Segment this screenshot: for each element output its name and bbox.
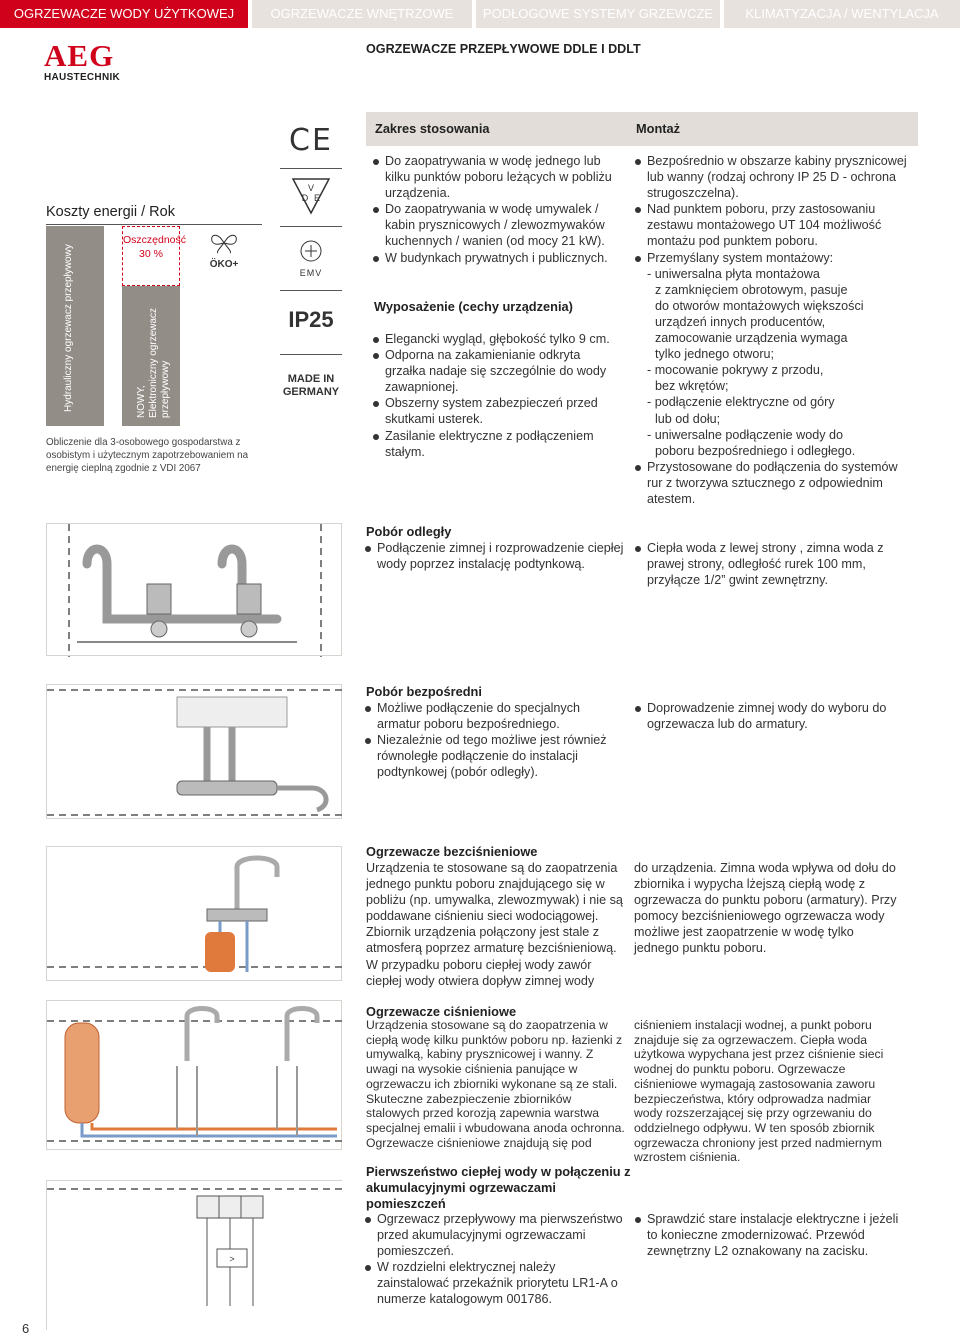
mount-sub-line: lub od dołu; [655, 411, 721, 426]
svg-text:E: E [313, 193, 321, 203]
svg-text:D: D [301, 193, 309, 203]
mount-system-title: Przemyślany system montażowy: [647, 250, 834, 265]
emv-label: EMV [299, 268, 323, 278]
remote-connection-illustration [46, 523, 342, 656]
remote-left-item: Podłączenie zimnej i rozprowadzenie ciepłej wody poprzez instalację podtynkową. [364, 540, 626, 572]
relay-drawing [47, 1181, 343, 1331]
priority-left-item: W rozdzielni elektrycznej należy zainstalować przekaźnik priorytetu LR1-A o numerze katalogowym 001786. [364, 1259, 628, 1307]
costs-note: Obliczenie dla 3-osobowego gospodarstwa z osobistym i użytecznym zapotrzebowaniem na energię cieplną zgodnie z VDI 2067 [46, 437, 249, 474]
scope-item: W budynkach prywatnych i publicznych. [372, 250, 622, 266]
saving-box [122, 226, 187, 286]
priority-right-item: Sprawdzić stare instalacje elektryczne i jeżeli to konieczne zmodernizować. Przewód zewnętrzny L2 oznakowany na zacisku. [634, 1211, 904, 1259]
vde-badge [280, 169, 342, 227]
cost-bar-electronic-name: Elektroniczny ogrzewacz przepływowy [148, 307, 171, 418]
pressurized-illustration [46, 1000, 342, 1150]
mount-sub-line: - uniwersalne podłączenie wody do [647, 427, 844, 442]
equip-item: Obszerny system zabezpieczeń przed skutkami usterek. [372, 395, 622, 427]
mount-item: Nad punktem poboru, przy zastosowaniu zestawu montażowego UT 104 możliwość montażu pod punktem poboru. [634, 201, 914, 249]
pressurized-drawing [47, 1001, 343, 1151]
direct-left-item: Możliwe podłączenie do specjalnych armatur poboru bezpośredniego. [364, 700, 626, 732]
scope-list [372, 153, 622, 266]
mount-sub-line: poboru bezpośredniego i odległego. [655, 443, 856, 458]
equip-item: Zasilanie elektryczne z podłączeniem stałym. [372, 428, 622, 460]
tab-hot-water[interactable]: OGRZEWACZE WODY UŻYTKOWEJ [0, 0, 248, 28]
equip-list [372, 331, 622, 460]
emv-badge [280, 227, 342, 291]
priority-right-list [634, 1211, 904, 1259]
pipe-fitting-drawing [47, 524, 343, 657]
mount-item: Bezpośrednio w obszarze kabiny prysznicowej lub wanny (rodzaj ochrony IP 25 D - ochrona strugoszczelna). [634, 153, 914, 201]
cost-bar-electronic-label [122, 286, 180, 426]
mount-sub-line: zamocowanie urządzenia wymaga [655, 331, 848, 346]
ip-badge [280, 291, 342, 355]
mount-sub-list [647, 266, 914, 459]
page-title: OGRZEWACZE PRZEPŁYWOWE DDLE I DDLT [366, 42, 641, 56]
direct-right-list [634, 700, 904, 732]
brand-logo-sub: HAUSTECHNIK [44, 72, 121, 83]
made-in-badge [280, 355, 342, 399]
unpressurized-left: Urządzenia te stosowane są do zaopatrzenia jednego punktu poboru znajdującego się w pobliżu (np. umywalka, zlewozmywak) i nie są poddawane ciśnieniu sieci wodociągowej. Zbiornik urządzenia połączony jest stale z atmosferą poprzez armaturę bezciśnieniową. W przypadku poboru ciepłej wody zawór ciepłej wody otwiera dopływ zimnej wody [366, 861, 623, 988]
mount-sub-line: - podłączenie elektryczne od góry [647, 395, 835, 410]
equip-item: Odporna na zakamienianie odkryta grzałka nadaje się szczególnie do wody zawapnionej. [372, 347, 622, 395]
equip-title: Wyposażenie (cechy urządzenia) [374, 299, 573, 314]
pressurized-left: Urządzenia stosowane są do zaopatrzenia w ciepłą wodę kilku punktów poboru np. łazienki z umywalką, kabiny prysznicowej i wanny. Z uwagi na wysokie ciśnienia panujące w ogrzewaczu ich zbiorniki wykonane są ze stali. Skuteczne zabezpieczenie zbiorników stalowych przed korozją zapewnia warstwa specjalnej emalii i wbudowana anoda ochronna. Ogrzewacze ciśnieniowe znajdują się pod [366, 1018, 625, 1150]
pressurized-right: ciśnieniem instalacji wodnej, a punkt poboru znajduje się za ogrzewaczem. Ciepła woda użytkowa wypychana jest przez ciśnienie sieci wodnej do punktu poboru. Ogrzewacze ciśnieniowe wymagają zastosowania zaworu bezpieczeństwa, który odprowadza nadmiar wody rozszerzającej się przy ogrzewaniu do oddzielnego odpływu. W ten sposób zbiornik ogrzewacza chroniony jest przed nadmiernym wzrostem ciśnienia. [634, 1018, 884, 1165]
scope-item: Do zaopatrywania w wodę umywalek / kabin prysznicowych / zlewozmywaków kuchennych / wanien (od mocy 21 kW). [372, 201, 622, 249]
mount-item [634, 250, 914, 459]
priority-left-list [364, 1211, 628, 1308]
remote-left-list [364, 540, 626, 572]
mount-sub-line: bez wkrętów; [655, 379, 729, 394]
remote-title: Pobór odległy [366, 524, 452, 539]
remote-right-list [634, 540, 904, 588]
priority-title: Pierwszeństwo ciepłej wody w połączeniu z akumulacyjnymi ogrzewaczami pomieszczeń [366, 1164, 631, 1211]
unpressurized-title: Ogrzewacze bezciśnieniowe [366, 844, 538, 859]
oko-badge [204, 232, 244, 270]
scope-title: Zakres stosowania [375, 121, 490, 136]
badges-column [280, 113, 342, 433]
tab-air-conditioning[interactable]: KLIMATYZACJA / WENTYLACJA [724, 0, 960, 28]
direct-title: Pobór bezpośredni [366, 684, 482, 699]
saving-label: Oszczędność [123, 234, 187, 246]
ce-mark: CE [289, 123, 333, 158]
tab-room-heaters[interactable]: OGRZEWACZE WNĘTRZOWE [252, 0, 472, 28]
scope-item: Do zaopatrywania w wodę jednego lub kilku punktów poboru leżących w pobliżu urządzenia. [372, 153, 622, 201]
ip-rating: IP25 [288, 307, 334, 332]
saving-value: 30 % [139, 248, 163, 260]
mount-item: Przystosowane do podłączenia do systemów rur z tworzywa sztucznego z odpowiednim atestem. [634, 459, 914, 507]
mount-list [634, 153, 914, 507]
ce-badge [280, 113, 342, 169]
direct-left-list [364, 700, 626, 780]
emv-icon [294, 239, 328, 263]
svg-text:>: > [229, 1254, 235, 1264]
priority-relay-illustration [46, 1180, 342, 1330]
direct-fitting-drawing [47, 685, 343, 820]
svg-text:V: V [307, 183, 315, 193]
mount-sub-line: urządzeń innych producentów, [655, 314, 826, 329]
mount-sub-line: - mocowanie pokrywy z przodu, [647, 363, 824, 378]
unpressurized-right: do urządzenia. Zimna woda wpływa od dołu do zbiornika i wypycha lżejszą ciepłą wodę z ogrzewacza do punktu poboru (armatury). Przy pomocy bezciśnieniowego ogrzewacza wody możliwe jest zaopatrzenie w wodę tylko jednego punktu poboru. [634, 861, 897, 956]
unpressurized-illustration [46, 846, 342, 981]
brand-logo [44, 38, 121, 83]
oko-label: ÖKO+ [209, 259, 239, 270]
mount-sub-line: do otworów montażowych większości [655, 298, 864, 313]
unpressurized-drawing [47, 847, 343, 982]
costs-rule [46, 224, 262, 225]
made-in-line1: MADE IN [287, 373, 335, 385]
cost-bar-electronic-new: NOWY, [136, 385, 147, 418]
cost-bar-hydraulic-label: Hydrauliczny ogrzewacz przepływowy [63, 244, 74, 412]
butterfly-icon [208, 232, 240, 254]
mount-title: Montaż [636, 121, 681, 136]
made-in-line2: GERMANY [282, 386, 340, 398]
tab-floor-heating[interactable]: PODŁOGOWE SYSTEMY GRZEWCZE [476, 0, 720, 28]
vde-triangle-icon [289, 175, 333, 215]
costs-title: Koszty energii / Rok [46, 204, 175, 220]
page-number: 6 [22, 1321, 30, 1336]
scope-header [366, 112, 626, 146]
remote-right-item: Ciepła woda z lewej strony , zimna woda z prawej strony, odległość rurek 100 mm, przyłącze 1/2” gwint zewnętrzny. [634, 540, 904, 588]
mount-sub-line: z zamknięciem obrotowym, pasuje [655, 282, 848, 297]
direct-left-item: Niezależnie od tego możliwe jest również równoległe podłączenie do instalacji podtynkowej (pobór odległy). [364, 732, 626, 780]
direct-right-item: Doprowadzenie zimnej wody do wyboru do ogrzewacza lub do armatury. [634, 700, 904, 732]
mount-header [626, 112, 918, 146]
direct-connection-illustration [46, 684, 342, 819]
pressurized-title: Ogrzewacze ciśnieniowe [366, 1004, 517, 1019]
brand-logo-text: AEG [44, 38, 115, 73]
equip-item: Elegancki wygląd, głębokość tylko 9 cm. [372, 331, 622, 347]
mount-sub-line: tylko jednego otworu; [655, 347, 775, 362]
priority-left-item: Ogrzewacz przepływowy ma pierwszeństwo przed akumulacyjnymi ogrzewaczami pomieszczeń. [364, 1211, 628, 1259]
mount-sub-line: - uniwersalna płyta montażowa [647, 266, 820, 281]
